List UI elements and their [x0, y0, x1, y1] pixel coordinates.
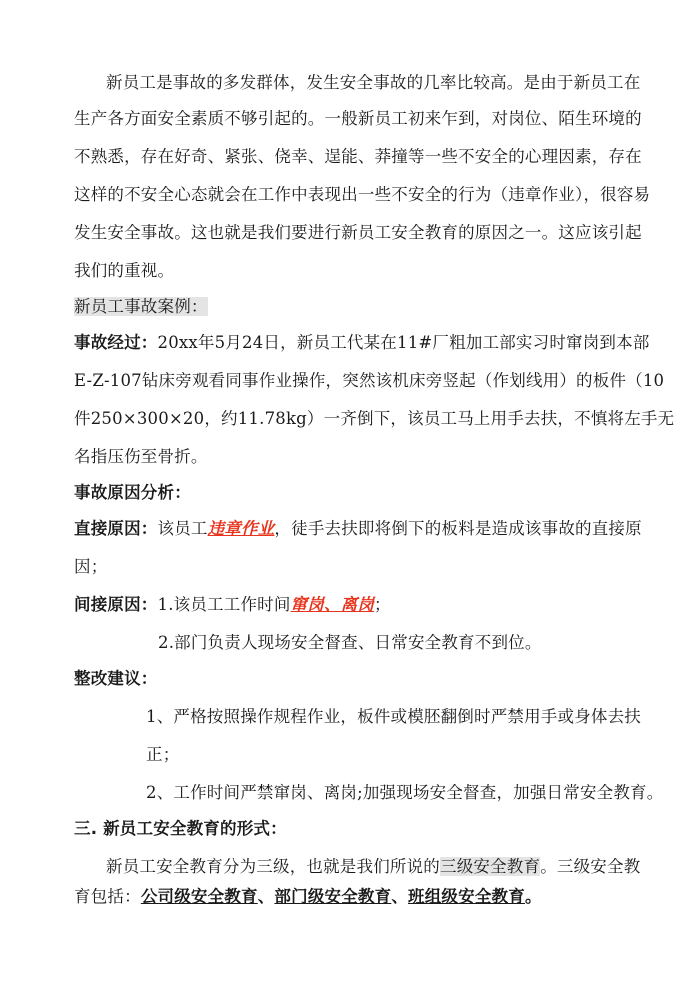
- intro-line-1: 新员工是事故的多发群体，发生安全事故的几率比较高。是由于新员工在: [106, 73, 641, 92]
- intro-line-6: 我们的重视。: [74, 261, 175, 280]
- intro-line-2: 生产各方面安全素质不够引起的。一般新员工初来乍到，对岗位、陌生环境的: [74, 109, 642, 128]
- highlighted-post-leaving: 窜岗、离岗: [290, 595, 375, 614]
- suggest-item-1: 1、严格按照操作规程作业，板件或模胚翻倒时严禁用手或身体去扶: [146, 707, 641, 726]
- level-team: 班组级安全教育: [408, 887, 525, 906]
- direct-cause-line-2: 因；: [74, 557, 108, 576]
- level-department: 部门级安全教育: [274, 887, 392, 906]
- case-process-line-3: 件250×300×20，约11.78kg）一齐倒下，该员工马上用手去扶，不慎将左手无: [74, 409, 675, 428]
- highlighted-violation: 违章作业: [207, 519, 275, 538]
- case-process-line-2: E-Z-107钻床旁观看同事作业操作，突然该机床旁竖起（作划线用）的板件（10: [74, 371, 665, 390]
- case-process-line-1: 事故经过：20xx年5月24日，新员工代某在11#厂粗加工部实习时窜岗到本部: [74, 333, 650, 352]
- intro-line-4: 这样的不安全心态就会在工作中表现出一些不安全的行为（违章作业），很容易: [74, 185, 651, 204]
- indirect-cause-line-1: 间接原因：1.该员工工作时间窜岗、离岗；: [74, 595, 391, 614]
- suggest-heading: 整改建议：: [74, 669, 158, 688]
- section3-line-2: 育包括：公司级安全教育、部门级安全教育、班组级安全教育。: [74, 887, 542, 906]
- section3-line-1: 新员工安全教育分为三级，也就是我们所说的三级安全教育。三级安全教: [106, 857, 641, 876]
- level-company: 公司级安全教育: [140, 887, 258, 906]
- analysis-heading: 事故原因分析：: [74, 483, 191, 502]
- intro-line-3: 不熟悉，存在好奇、紧张、侥幸、逞能、莽撞等一些不安全的心理因素，存在: [74, 147, 642, 166]
- intro-line-5: 发生安全事故。这也就是我们要进行新员工安全教育的原因之一。这应该引起: [74, 223, 642, 242]
- direct-cause-line-1: 直接原因：该员工违章作业，徒手去扶即将倒下的板料是造成该事故的直接原: [74, 519, 642, 538]
- case-process-line-4: 名指压伤至骨折。: [74, 447, 208, 466]
- case-heading: 新员工事故案例：: [74, 297, 208, 316]
- process-label: 事故经过：: [74, 333, 158, 352]
- suggest-item-1-cont: 正；: [146, 745, 180, 764]
- indirect-cause-line-2: 2.部门负责人现场安全督查、日常安全教育不到位。: [158, 633, 542, 652]
- section3-heading: 三. 新员工安全教育的形式：: [74, 819, 287, 838]
- suggest-item-2: 2、工作时间严禁窜岗、离岗;加强现场安全督查，加强日常安全教育。: [146, 783, 664, 802]
